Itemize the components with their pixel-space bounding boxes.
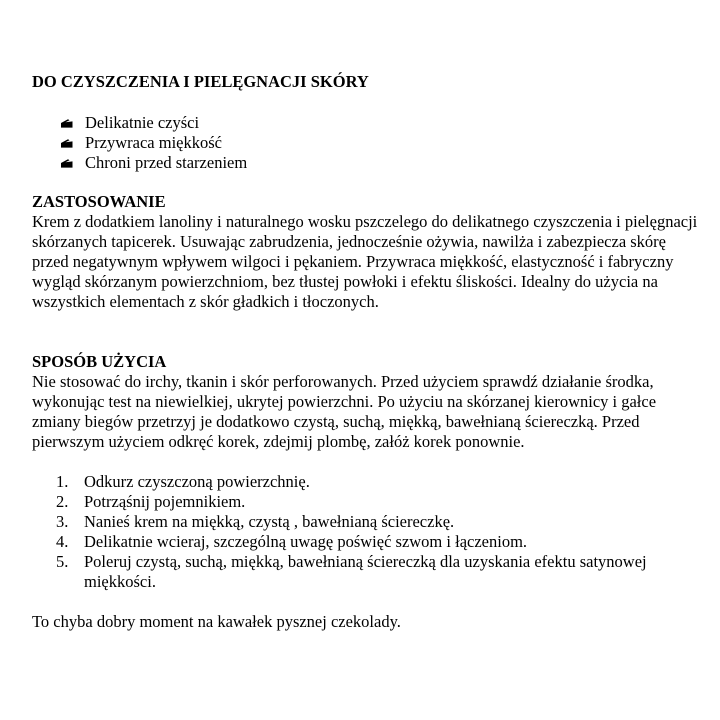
usage-heading: ZASTOSOWANIE <box>32 192 166 211</box>
method-section <box>32 352 702 452</box>
method-heading: SPOSÓB UŻYCIA <box>32 352 167 371</box>
feature-text: Przywraca miękkość <box>85 133 222 152</box>
step-item <box>32 472 702 492</box>
step-number: 3. <box>56 512 69 531</box>
steps-list <box>32 472 702 592</box>
feature-item <box>61 133 702 153</box>
step-item <box>32 512 702 532</box>
step-text: Potrząśnij pojemnikiem. <box>84 492 246 511</box>
pointing-hand-icon <box>61 158 73 168</box>
step-number: 4. <box>56 532 69 551</box>
feature-list <box>32 113 702 173</box>
step-number: 1. <box>56 472 69 491</box>
feature-text: Chroni przed starzeniem <box>85 153 248 172</box>
step-text: Poleruj czystą, suchą, miękką, bawełnianą ściereczką dla uzyskania efektu satynowej miękkości. <box>84 552 647 591</box>
step-text: Nanieś krem na miękką, czystą , bawełnianą ściereczkę. <box>84 512 455 531</box>
step-text: Odkurz czyszczoną powierzchnię. <box>84 472 310 491</box>
step-number: 5. <box>56 552 69 571</box>
method-text: Nie stosować do irchy, tkanin i skór perforowanych. Przed użyciem sprawdź działanie środka, wykonując test na niewielkiej, ukrytej powierzchni. Po użyciu na skórzanej kierownicy i gałce zmiany biegów przetrzyj je dodatkowo czystą, suchą, miękką, bawełnianą ściereczką. Przed pierwszym użyciem odkręć korek, zdejmij plombę, załóż korek ponownie. <box>32 372 657 451</box>
usage-text: Krem z dodatkiem lanoliny i naturalnego wosku pszczelego do delikatnego czyszczenia i pielęgnacji skórzanych tapicerek. Usuwając zabrudzenia, jednocześnie ożywia, nawilża i zabezpiecza skórę przed negatywnym wpływem wilgoci i pękaniem. Przywraca miękkość, elastyczność i fabryczny wygląd skórzanym powierzchniom, bez tłustej powłoki i efektu śliskości. Idealny do użycia na wszystkich elementach z skór gładkich i tłoczonych. <box>32 212 698 311</box>
closing-text: To chyba dobry moment na kawałek pysznej czekolady. <box>32 612 401 631</box>
feature-text: Delikatnie czyści <box>85 113 200 132</box>
usage-section <box>32 192 702 312</box>
pointing-hand-icon <box>61 118 73 128</box>
step-number: 2. <box>56 492 69 511</box>
feature-item <box>61 153 702 173</box>
step-item <box>32 492 702 512</box>
document-title: DO CZYSZCZENIA I PIELĘGNACJI SKÓRY <box>32 72 369 91</box>
step-text: Delikatnie wcieraj, szczególną uwagę poświęć szwom i łączeniom. <box>84 532 528 551</box>
step-item <box>32 532 702 552</box>
pointing-hand-icon <box>61 138 73 148</box>
step-item <box>32 552 702 592</box>
document <box>32 72 702 632</box>
feature-item <box>61 113 702 133</box>
